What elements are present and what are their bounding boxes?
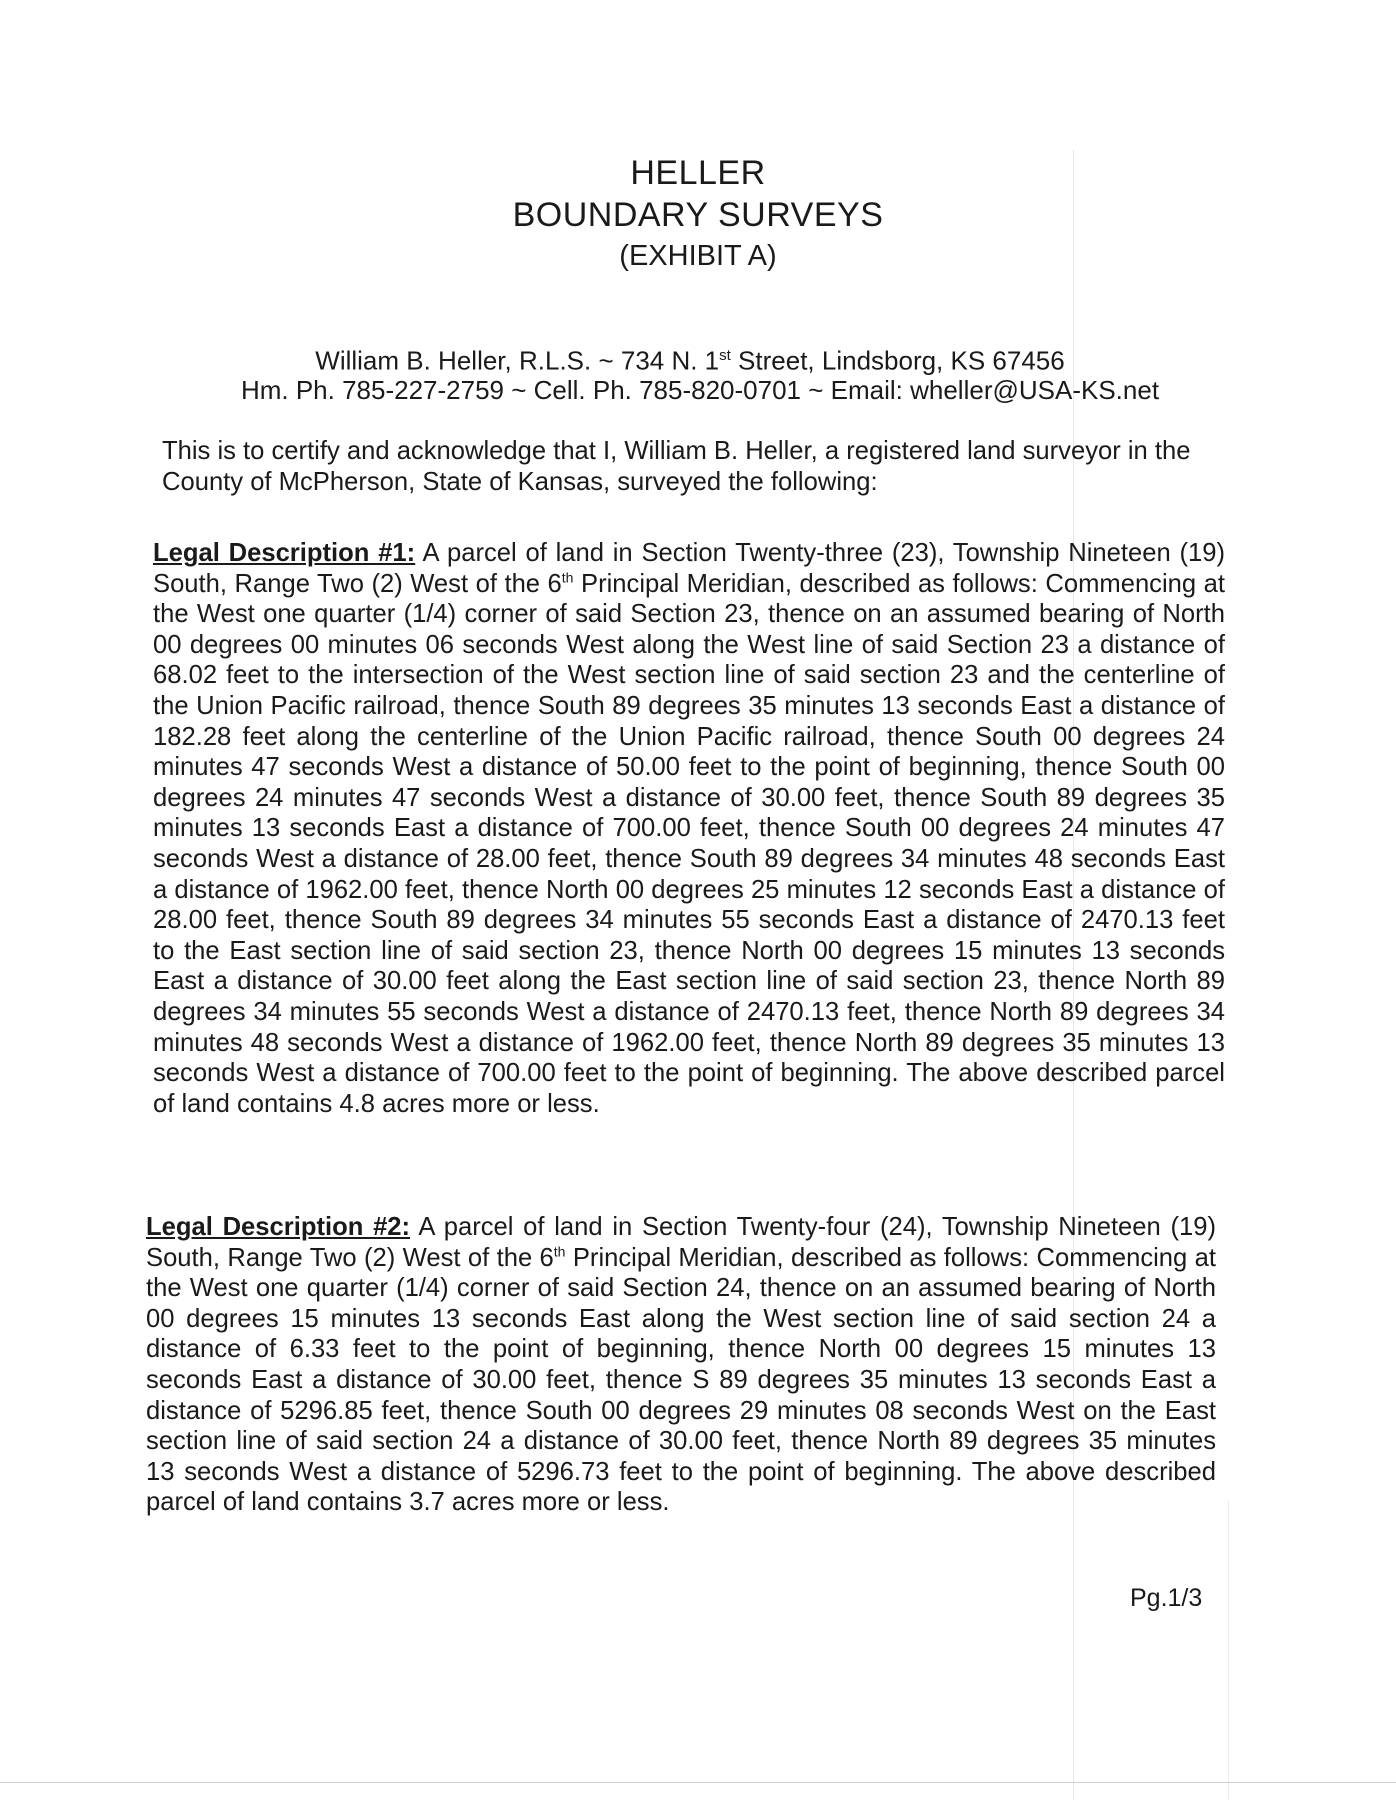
page-number: Pg.1/3 <box>1130 1584 1203 1612</box>
scan-artifact-line <box>0 1782 1396 1783</box>
contact-phone-email-line: Hm. Ph. 785-227-2759 ~ Cell. Ph. 785-820-0701 ~ Email: wheller@USA-KS.net <box>240 375 1160 405</box>
legal-description-1-text-end: Principal Meridian, described as follows: Commencing at the West one quarter (1/4) corner of said Section 23, thence on an assumed bearing of North 00 degrees 00 minutes 06 seconds West along the West line of said Section 23 a distance of 68.02 feet to the intersection of the West section line of said section 23 and the centerline of the Union Pacific railroad, thence South 89 degrees 35 minutes 13 seconds East a distance of 182.28 feet along the centerline of the Union Pacific railroad, thence South 00 degrees 24 minutes 47 seconds West a distance of 50.00 feet to the point of beginning, thence South 00 degrees 24 minutes 47 seconds West a distance of 30.00 feet, thence South 89 degrees 35 minutes 13 seconds East a distance of 700.00 feet, thence South 00 degrees 24 minutes 47 seconds West a distance of 28.00 feet, thence South 89 degrees 34 minutes 48 seconds East a distance of 1962.00 feet, thence North 00 degrees 25 minutes 12 seconds East a distance of 28.00 feet, thence South 89 degrees 34 minutes 55 seconds East a distance of 2470.13 feet to the East section line of said section 23, thence North 00 degrees 15 minutes 13 seconds East a distance of 30.00 feet along the East section line of said section 23, thence North 89 degrees 34 minutes 55 seconds West a distance of 2470.13 feet, thence North 89 degrees 34 minutes 48 seconds West a distance of 1962.00 feet, thence North 89 degrees 35 minutes 13 seconds West a distance of 700.00 feet to the point of beginning. The above described parcel of land contains 4.8 acres more or less. <box>153 569 1225 1118</box>
contact-address-start: William B. Heller, R.L.S. ~ 734 N. 1 <box>315 345 720 376</box>
legal-description-2-text-end: Principal Meridian, described as follows: Commencing at the West one quarter (1/4) corner of said Section 24, thence on an assumed bearing of North 00 degrees 15 minutes 13 seconds East along the West section line of said section 24 a distance of 6.33 feet to the point of beginning, thence North 00 degrees 15 minutes 13 seconds East a distance of 30.00 feet, thence S 89 degrees 35 minutes 13 seconds East a distance of 5296.85 feet, thence South 00 degrees 29 minutes 08 seconds West on the East section line of said section 24 a distance of 30.00 feet, thence North 89 degrees 35 minutes 13 seconds West a distance of 5296.73 feet to the point of beginning. The above described parcel of land contains 3.7 acres more or less. <box>146 1243 1216 1517</box>
contact-address-sup: st <box>719 347 731 364</box>
legal-description-2-label: Legal Description #2: <box>146 1213 411 1241</box>
title-company-name: HELLER <box>630 154 766 192</box>
contact-address-line <box>240 340 1140 377</box>
legal-description-2 <box>146 1212 1216 1518</box>
title-exhibit: (EXHIBIT A) <box>619 240 777 272</box>
scan-artifact-line <box>1228 1500 1229 1800</box>
legal-description-1-text-start: A parcel of land in Section Twenty-three (23), Township Nineteen (19) South, Range Two (2) West of the 6 <box>153 539 1225 598</box>
contact-address-end: Street, Lindsborg, KS 67456 <box>730 345 1065 376</box>
legal-description-2-sup: th <box>553 1243 566 1260</box>
legal-description-1-label: Legal Description #1: <box>153 539 416 567</box>
legal-description-1-sup: th <box>561 569 574 586</box>
legal-description-1 <box>153 538 1225 1119</box>
legal-description-2-text-start: A parcel of land in Section Twenty-four (24), Township Nineteen (19) South, Range Two (2) West of the 6 <box>146 1213 1216 1272</box>
certification-paragraph: This is to certify and acknowledge that I, William B. Heller, a registered land surveyor in the County of McPherson, State of Kansas, surveyed the following: <box>162 437 1191 496</box>
document-title <box>398 152 998 276</box>
title-company-type: BOUNDARY SURVEYS <box>512 196 884 234</box>
